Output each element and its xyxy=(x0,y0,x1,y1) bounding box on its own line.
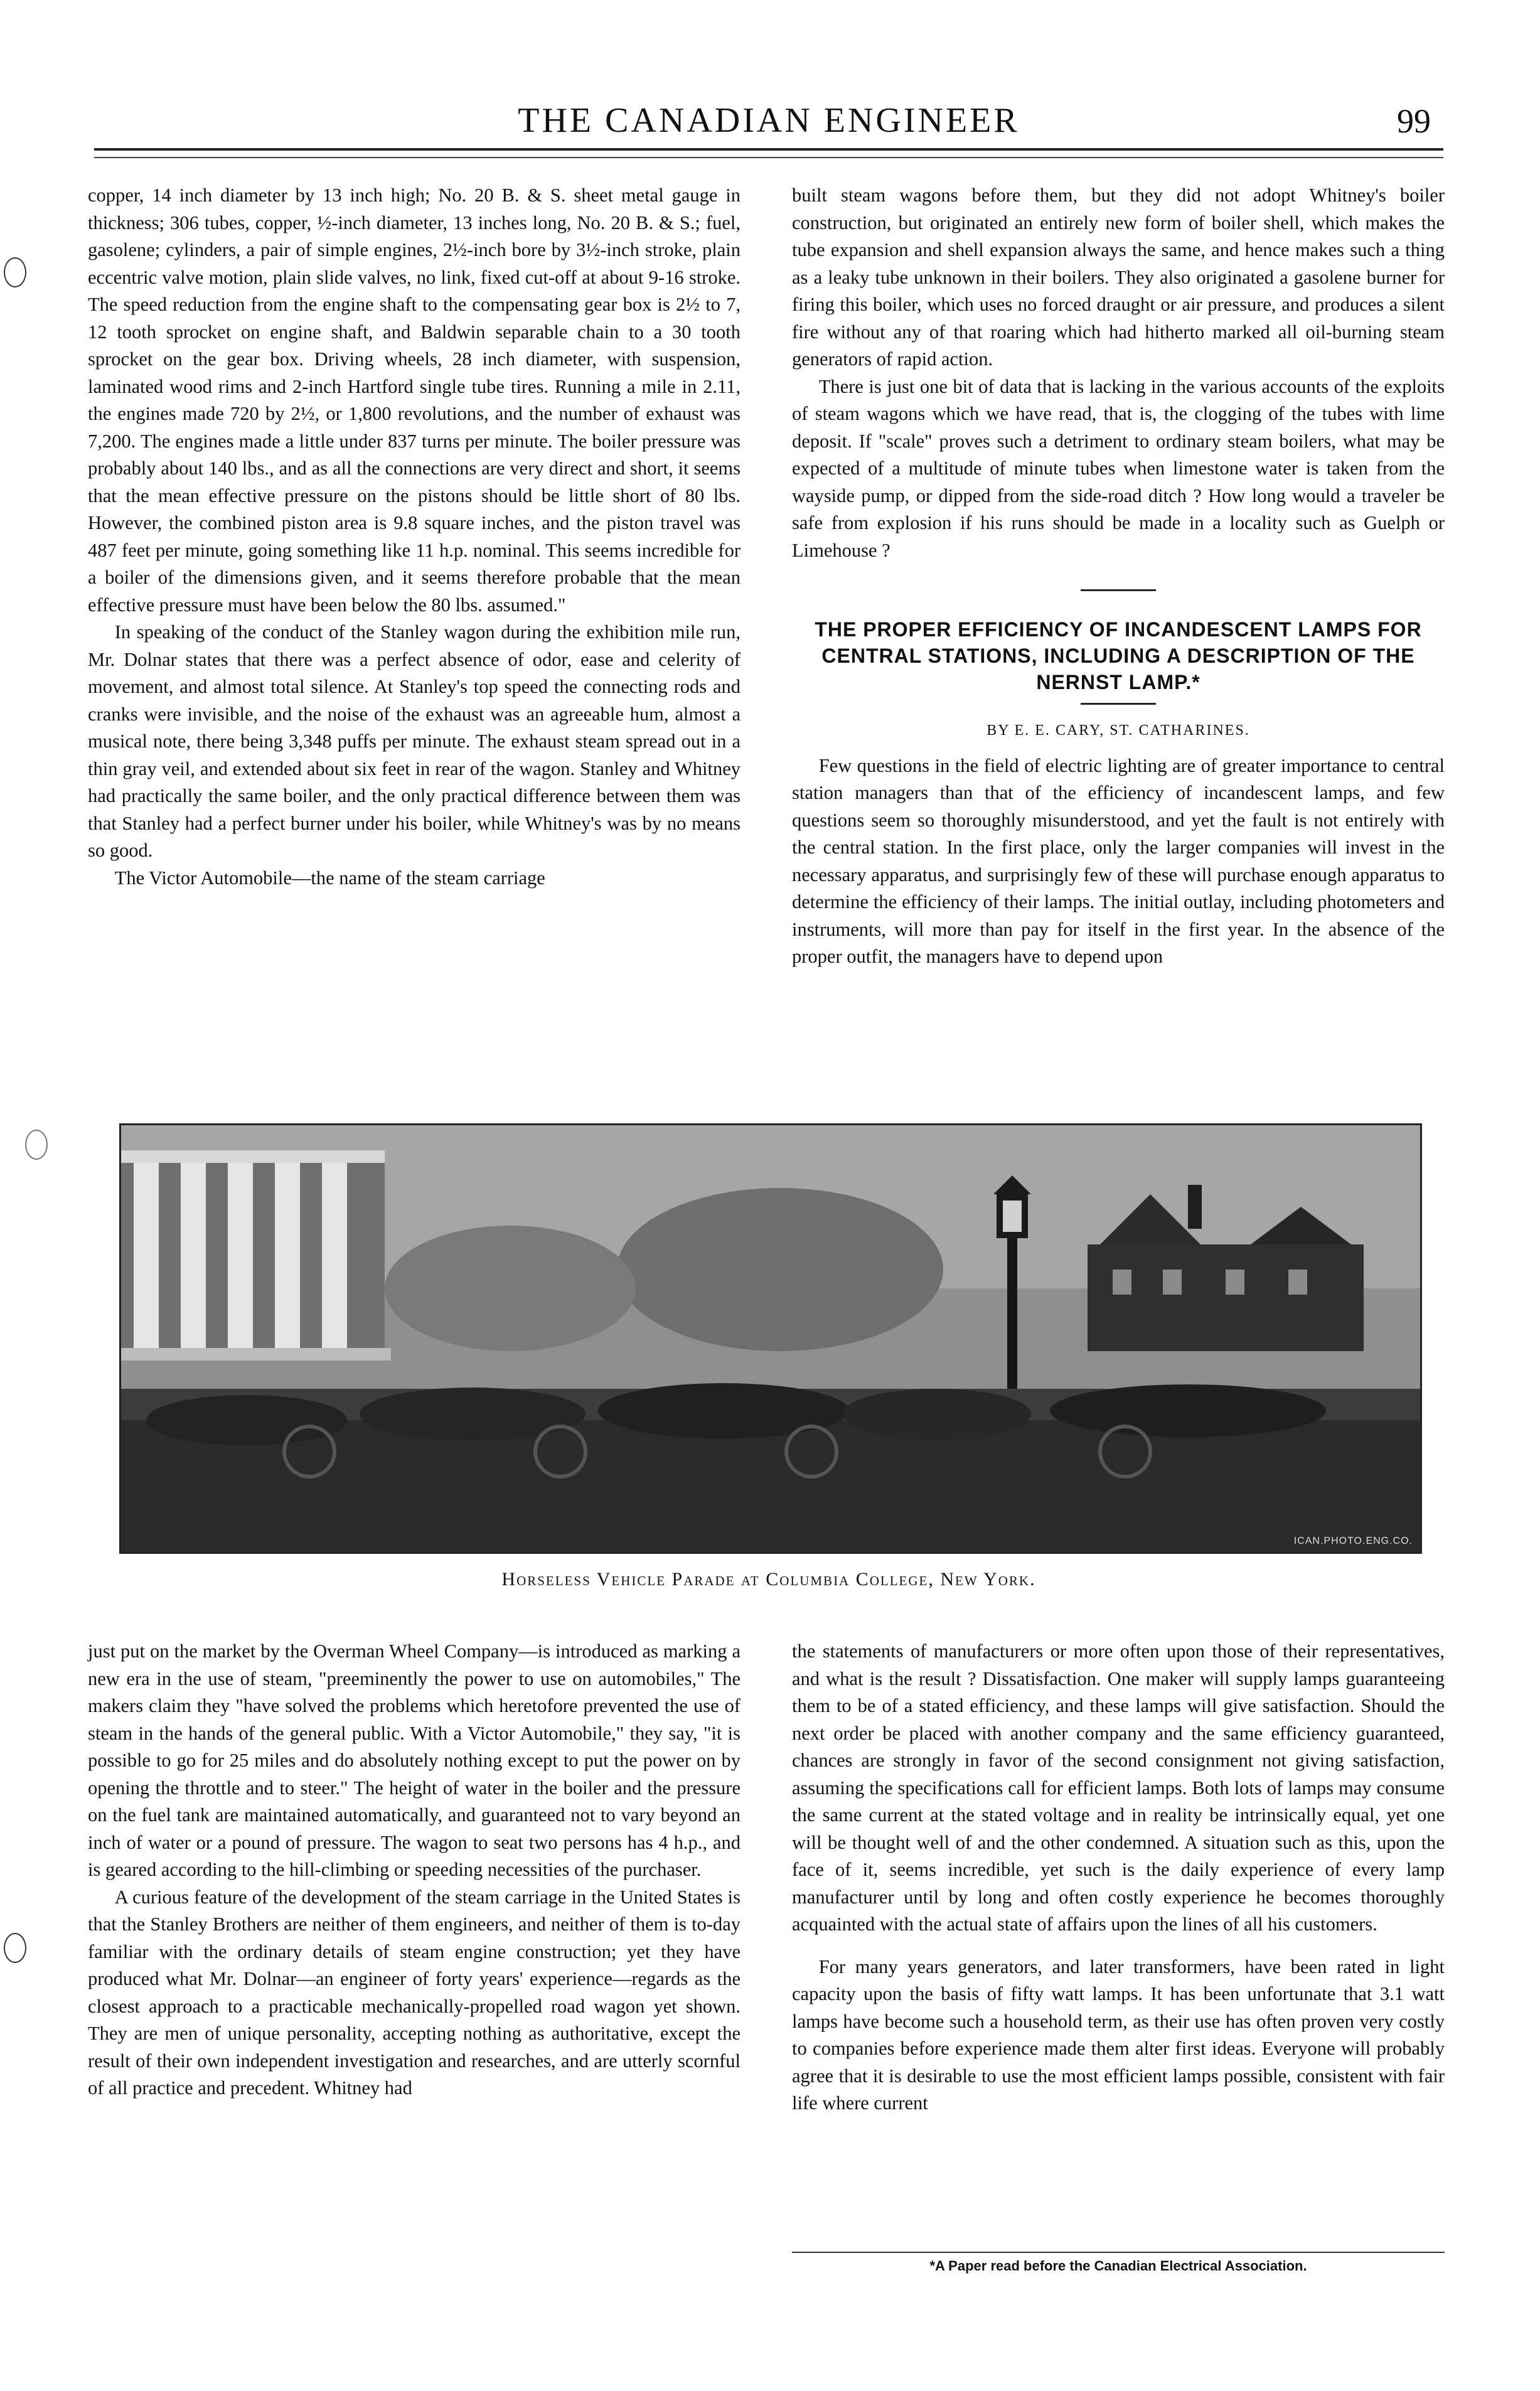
column-right-top xyxy=(792,182,1445,971)
article-byline: BY E. E. CARY, ST. CATHARINES. xyxy=(987,722,1250,739)
paragraph: There is just one bit of data that is lacking in the various accounts of the exploits of steam wagons which we have read, that is, the clogging of the tubes with lime deposit. If "scale" proves such a detriment to ordinary steam boilers, what may be expected of a multitude of minute tubes when limestone water is taken from the wayside pump, or dipped from the side-road ditch ? How long would a traveler be safe from explosion if his runs should be made in a locality such as Guelph or Limehouse ? xyxy=(792,375,1445,561)
paragraph: A curious feature of the development of the steam carriage in the United States is that the Stanley Brothers are neither of them engineers, and neither of them is to-day familiar with the ordinary details of steam engine construction; yet they have produced what Mr. Dolnar—an engineer of forty years' experience—regards as the closest approach to a practicable mechanically-propelled road wagon yet shown. They are men of unique personality, accepting nothing as authoritative, except the result of their own independent investigation and researches, and are utterly scornful of all practice and precedent. Whitney had xyxy=(88,1886,741,2099)
footnote: *A Paper read before the Canadian Electrical Association. xyxy=(929,2258,1307,2274)
binding-hole-mark xyxy=(4,1933,26,1963)
heading-rule xyxy=(1081,703,1156,705)
paragraph: For many years generators, and later transformers, have been rated in light capacity upon the basis of fifty watt lamps. It has been unfortunate that 3.1 watt lamps have become such a household term, as their use has often proven very costly to companies before experience made them alter first ideas. Everyone will probably agree that it is desirable to use the most efficient lamps possible, consistent with fair life where current xyxy=(792,1955,1445,2114)
paragraph: The Victor Automobile—the name of the steam carriage xyxy=(114,867,545,889)
page-number: 99 xyxy=(1397,102,1431,140)
paragraph: copper, 14 inch diameter by 13 inch high; No. 20 B. & S. sheet metal gauge in thickness; 306 tubes, copper, ½-inch diameter, 13 inches long, No. 20 B. & S.; fuel, gasolene; cylinders, a pair of simple engines, 2½-inch bore by 3½-inch stroke, plain eccentric valve motion, plain slide valves, no link, fixed cut-off at about 9-16 stroke. The speed reduction from the engine shaft to the compensating gear box is 2½ to 7, 12 tooth sprocket on engine shaft, and Baldwin separable chain to a 30 tooth sprocket on the gear box. Driving wheels, 28 inch diameter, with suspension, laminated wood rims and 2-inch Hartford single tube tires. Running a mile in 2.11, the engines made 720 by 2½, or 1,800 revolutions, and the number of exhaust was 7,200. The engines made a little under 837 turns per minute. The boiler pressure was probably about 140 lbs., and as all the connections are very direct and short, it seems that the mean effective pressure on the pistons should be little short of 80 lbs. However, the combined piston area is 9.8 square inches, and the piston travel was 487 feet per minute, going something like 11 h.p. nominal. This seems incredible for a boiler of the dimensions given, and it seems therefore probable that the mean effective pressure must have been below the 80 lbs. assumed." xyxy=(88,185,741,616)
parade-photograph xyxy=(119,1123,1422,1554)
paragraph: built steam wagons before them, but they did not adopt Whitney's boiler construction, but originated an entirely new form of boiler shell, which makes the tube expansion and shell expansion always the same, and hence makes such a thing as a leaky tube unknown in their boilers. They also originated a gasolene burner for firing this boiler, which uses no forced draught or air pressure, and produces a silent fire without any of that roaring which had hitherto marked all oil-burning steam generators of rapid action. xyxy=(792,185,1445,370)
article-heading: THE PROPER EFFICIENCY OF INCANDESCENT LAMPS FOR CENTRAL STATIONS, INCLUDING A DESCRIPTION OF THE NERNST LAMP.* xyxy=(815,618,1422,693)
column-right-bottom xyxy=(792,1638,1445,2117)
photo-illustration xyxy=(121,1125,1420,1552)
photo-caption: Horseless Vehicle Parade at Columbia College, New York. xyxy=(501,1569,1036,1590)
journal-title: THE CANADIAN ENGINEER xyxy=(518,101,1020,140)
header-rule xyxy=(94,148,1443,151)
page-header xyxy=(94,94,1443,144)
column-left-bottom xyxy=(88,1638,741,2102)
binding-hole-mark xyxy=(25,1130,48,1160)
paragraph: just put on the market by the Overman Wheel Company—is introduced as marking a new era in the use of steam, "preeminently the power to use on automobiles," The makers claim they "have solved the problems which heretofore prevented the use of steam in the hands of the general public. With a Victor Automobile," they say, "it is possible to go for 25 miles and do absolutely nothing except to put the power on by opening the throttle and to steer." The height of water in the boiler and the pressure on the fuel tank are maintained automatically, and guaranteed not to vary beyond an inch of water or a pound of pressure. The wagon to seat two persons has 4 h.p., and is geared according to the hill-climbing or speeding necessities of the purchaser. xyxy=(88,1640,741,1880)
paragraph: In speaking of the conduct of the Stanley wagon during the exhibition mile run, Mr. Dolnar states that there was a perfect absence of odor, ease and celerity of movement, and almost total silence. At Stanley's top speed the connecting rods and cranks were invisible, and the noise of the exhaust was an agreeable hum, almost a musical note, there being 3,348 puffs per minute. The exhaust steam spread out in a thin gray veil, and extended about six feet in rear of the wagon. Stanley and Whitney had practically the same boiler, and the only practical difference between them was that Stanley had a perfect burner under his boiler, while Whitney's was by no means so good. xyxy=(88,621,741,861)
binding-hole-mark xyxy=(4,257,26,287)
paragraph: the statements of manufacturers or more often upon those of their representatives, and what is the result ? Dissatisfaction. One maker will supply lamps guaranteeing them to be of a stated efficiency, and these lamps will give satisfaction. Should the next order be placed with another company and the same efficiency guaranteed, chances are strongly in favor of the second consignment not giving satisfaction, assuming the specifications call for efficient lamps. Both lots of lamps may consume the same current at the stated voltage and in reality be intrinsically equal, yet one will be thought well of and the other condemned. A situation such as this, upon the face of it, seems incredible, yet such is the daily experience of every lamp manufacturer until by long and often costly experience he becomes thoroughly acquainted with the actual state of affairs upon the lines of all his customers. xyxy=(792,1640,1445,1935)
paragraph: Few questions in the field of electric lighting are of greater importance to central station managers than that of the efficiency of incandescent lamps, and few questions seem so thoroughly misunderstood, and yet the fault is not entirely with the central station. In the first place, only the larger companies will invest in the necessary apparatus, and surprisingly few of these will purchase enough apparatus to determine the efficiency of their lamps. The initial outlay, including photometers and instruments, will more than pay for itself in the first year. In the absence of the proper outfit, the managers have to depend upon xyxy=(792,754,1445,967)
column-left-top xyxy=(88,182,741,892)
header-rule-thin xyxy=(94,157,1443,158)
photo-credit: ICAN.PHOTO.ENG.CO. xyxy=(1293,1536,1413,1546)
footnote-rule xyxy=(792,2252,1445,2253)
section-divider xyxy=(1081,589,1156,591)
